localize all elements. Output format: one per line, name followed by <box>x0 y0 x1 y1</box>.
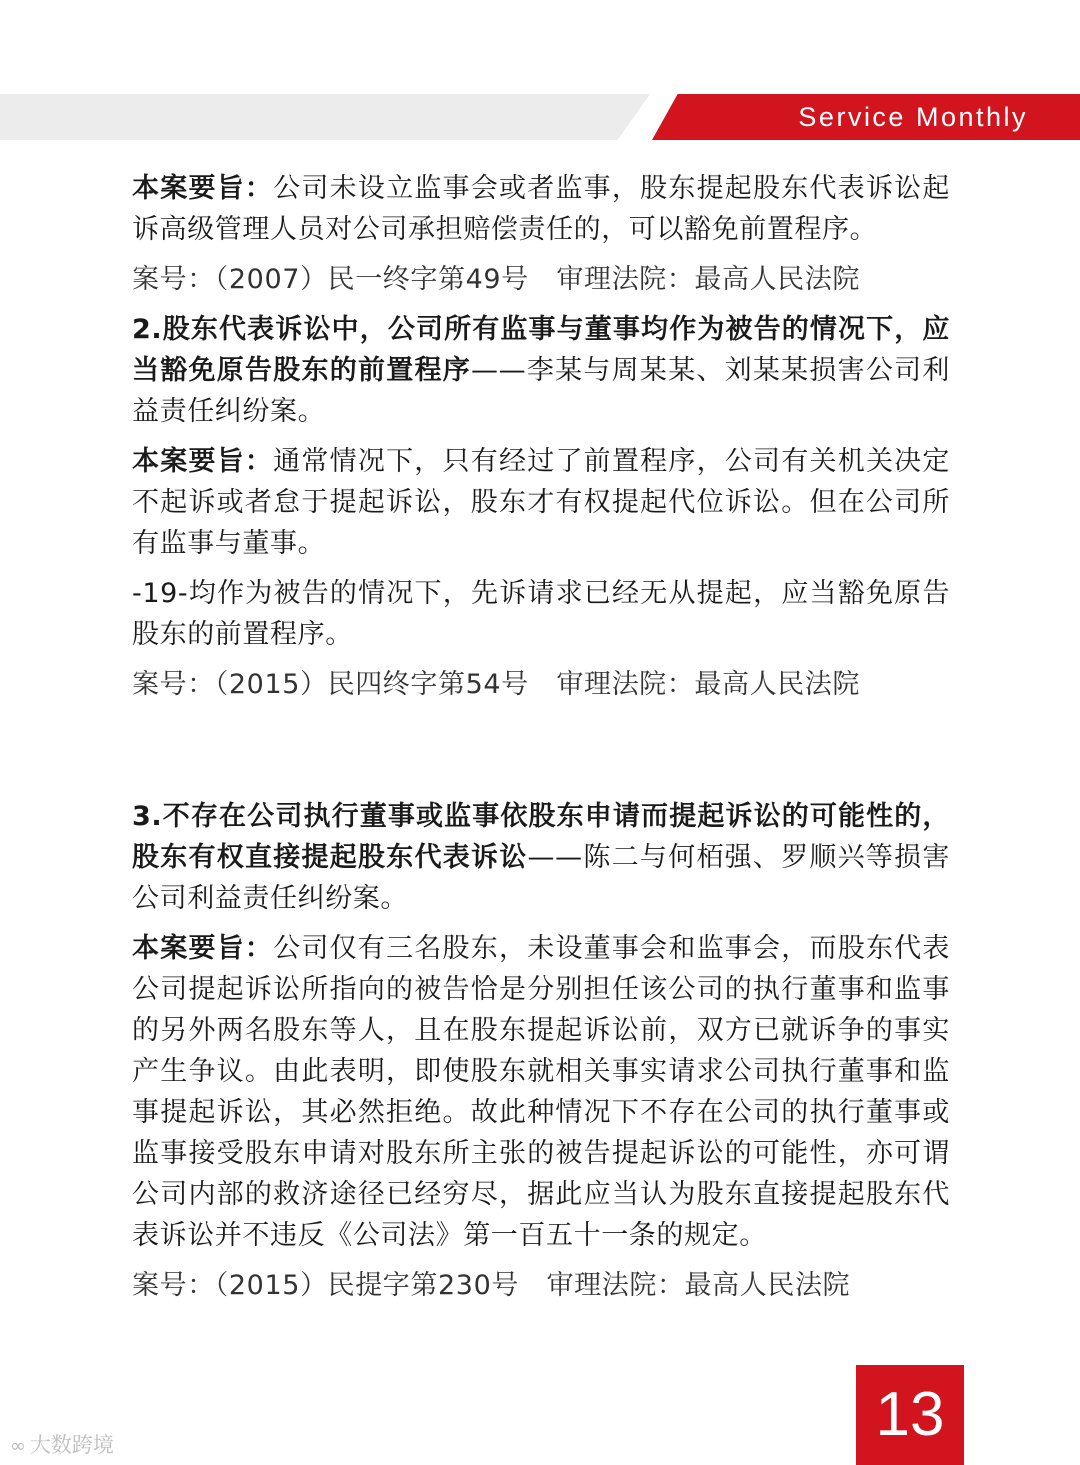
case-summary <box>132 928 950 1256</box>
summary-text: 公司仅有三名股东，未设董事会和监事会，而股东代表公司提起诉讼所指向的被告恰是分别担任该公司的执行董事和监事的另外两名股东等人，且在股东提起诉讼前，双方已就诉争的事实产生争议。由此表明，即使股东就相关事实请求公司执行董事和监事提起诉讼，其必然拒绝。故此种情况下不存在公司的执行董事或监事接受股东申请对股东所主张的被告提起诉讼的可能性，亦可谓公司内部的救济途径已经穷尽，据此应当认为股东直接提起股东代表诉讼并不违反《公司法》第一百五十一条的规定。 <box>132 933 951 1251</box>
body-text: -19-均作为被告的情况下，先诉请求已经无从提起，应当豁免原告股东的前置程序。 <box>132 578 950 650</box>
case-number-text: 案号：（2015）民提字第230号 审理法院：最高人民法院 <box>132 1270 851 1301</box>
body-paragraph <box>132 573 950 655</box>
header-title: Service Monthly <box>798 102 1028 132</box>
section-spacer <box>132 714 950 796</box>
summary-label: 本案要旨： <box>132 446 274 477</box>
case-number <box>132 259 950 300</box>
case-number-text: 案号：（2007）民一终字第49号 审理法院：最高人民法院 <box>132 264 860 295</box>
watermark <box>10 1428 114 1462</box>
watermark-text: 大数跨境 <box>29 1433 114 1457</box>
case-summary <box>132 168 950 250</box>
page-number: 13 <box>875 1380 945 1449</box>
case-summary <box>132 441 950 564</box>
heading-text: ——李某与周某某、刘某某损害公司利益责任纠纷案。 <box>132 355 951 427</box>
summary-label: 本案要旨： <box>132 173 274 204</box>
case-heading <box>132 796 950 919</box>
watermark-logo-icon: ∞ <box>10 1435 26 1457</box>
case-number <box>132 1265 950 1306</box>
page-number-badge <box>856 1365 964 1465</box>
header-band <box>0 94 650 140</box>
case-heading <box>132 309 950 432</box>
summary-text: 通常情况下，只有经过了前置程序，公司有关机关决定不起诉或者怠于提起诉讼，股东才有权提起代位诉讼。但在公司所有监事与董事。 <box>132 446 951 559</box>
case-number-text: 案号：（2015）民四终字第54号 审理法院：最高人民法院 <box>132 669 860 700</box>
article-body <box>132 168 950 1315</box>
summary-text: 公司未设立监事会或者监事，股东提起股东代表诉讼起诉高级管理人员对公司承担赔偿责任的，可以豁免前置程序。 <box>132 173 951 245</box>
heading-bold: 2.股东代表诉讼中，公司所有监事与董事均作为被告的情况下，应当豁免原告股东的前置程序 <box>132 314 950 386</box>
case-number <box>132 664 950 705</box>
summary-label: 本案要旨： <box>132 933 274 964</box>
heading-text: ——陈二与何栢强、罗顺兴等损害公司利益责任纠纷案。 <box>132 842 951 914</box>
heading-bold: 3.不存在公司执行董事或监事依股东申请而提起诉讼的可能性的，股东有权直接提起股东代表诉讼 <box>132 801 950 873</box>
